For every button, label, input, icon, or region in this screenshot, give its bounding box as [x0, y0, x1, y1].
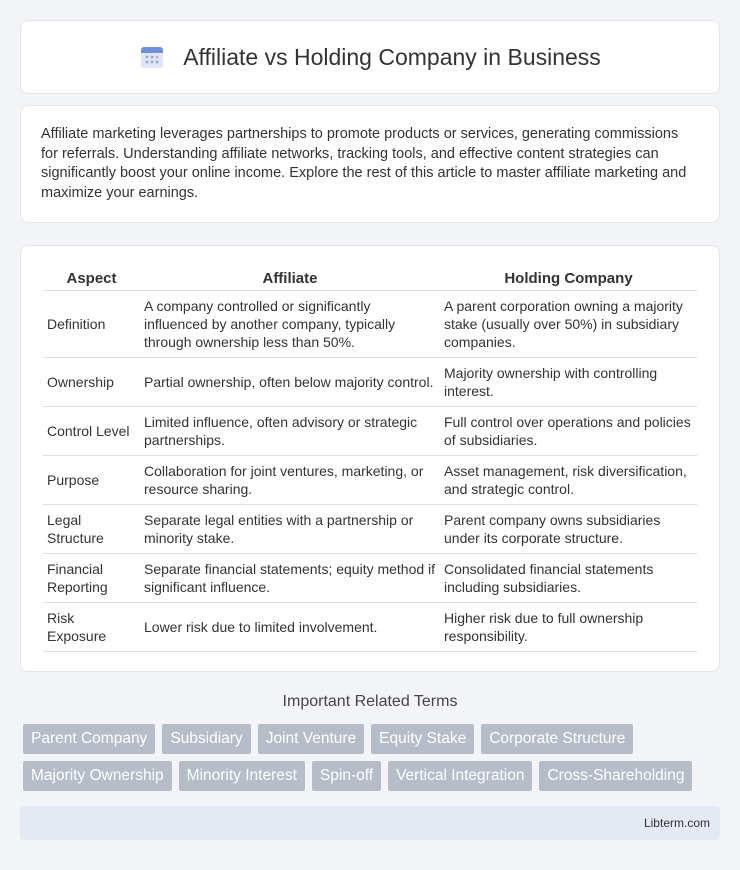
- cell-holding: Parent company owns subsidiaries under its corporate structure.: [440, 505, 697, 554]
- tag-minority-interest[interactable]: Minority Interest: [179, 761, 305, 791]
- cell-holding: Consolidated financial statements including subsidiaries.: [440, 554, 697, 603]
- table-row: [43, 407, 697, 456]
- table-row: [43, 554, 697, 603]
- cell-holding: Full control over operations and policies of subsidiaries.: [440, 407, 697, 456]
- cell-aspect: Legal Structure: [43, 505, 140, 554]
- cell-affiliate: Collaboration for joint ventures, marketing, or resource sharing.: [140, 456, 440, 505]
- tag-majority-ownership[interactable]: Majority Ownership: [23, 761, 172, 791]
- table-header-row: [43, 266, 697, 291]
- cell-affiliate: Partial ownership, often below majority control.: [140, 358, 440, 407]
- tag-corporate-structure[interactable]: Corporate Structure: [481, 724, 633, 754]
- tag-row: [20, 761, 720, 791]
- cell-holding: Asset management, risk diversification, and strategic control.: [440, 456, 697, 505]
- cell-affiliate: Lower risk due to limited involvement.: [140, 603, 440, 652]
- comparison-table: [43, 266, 697, 652]
- cell-affiliate: A company controlled or significantly influenced by another company, typically through ownership less than 50%.: [140, 291, 440, 358]
- cell-affiliate: Separate legal entities with a partnership or minority stake.: [140, 505, 440, 554]
- cell-affiliate: Separate financial statements; equity method if significant influence.: [140, 554, 440, 603]
- footer: [20, 806, 720, 840]
- cell-affiliate: Limited influence, often advisory or strategic partnerships.: [140, 407, 440, 456]
- tag-equity-stake[interactable]: Equity Stake: [371, 724, 474, 754]
- table-row: [43, 603, 697, 652]
- tag-spin-off[interactable]: Spin-off: [312, 761, 381, 791]
- tag-joint-venture[interactable]: Joint Venture: [258, 724, 364, 754]
- tag-vertical-integration[interactable]: Vertical Integration: [388, 761, 532, 791]
- table-row: [43, 358, 697, 407]
- related-terms-title: Important Related Terms: [282, 693, 458, 710]
- comparison-card: [20, 245, 720, 672]
- header-holding: Holding Company: [440, 266, 697, 291]
- cell-aspect: Risk Exposure: [43, 603, 140, 652]
- cell-aspect: Control Level: [43, 407, 140, 456]
- footer-site-link[interactable]: Libterm.com: [643, 816, 710, 830]
- tag-subsidiary[interactable]: Subsidiary: [162, 724, 250, 754]
- tag-row: [20, 724, 720, 754]
- table-row: [43, 505, 697, 554]
- header-affiliate: Affiliate: [140, 266, 440, 291]
- cell-aspect: Purpose: [43, 456, 140, 505]
- tag-parent-company[interactable]: Parent Company: [23, 724, 155, 754]
- table-row: [43, 291, 697, 358]
- cell-holding: Majority ownership with controlling interest.: [440, 358, 697, 407]
- cell-aspect: Definition: [43, 291, 140, 358]
- page-title: Affiliate vs Holding Company in Business: [183, 43, 601, 70]
- calendar-icon: [139, 44, 165, 70]
- header-aspect: Aspect: [43, 266, 140, 291]
- intro-card: [20, 105, 720, 223]
- tag-cross-shareholding[interactable]: Cross-Shareholding: [539, 761, 692, 791]
- cell-holding: Higher risk due to full ownership responsibility.: [440, 603, 697, 652]
- header-card: [20, 20, 720, 94]
- table-row: [43, 456, 697, 505]
- intro-text: Affiliate marketing leverages partnerships to promote products or services, generating commissions for referrals. Understanding affiliate networks, tracking tools, and effective content strategies can significantly boost your online income. Explore the rest of this article to master affiliate marketing and maximize your earnings.: [41, 126, 687, 201]
- cell-aspect: Financial Reporting: [43, 554, 140, 603]
- cell-holding: A parent corporation owning a majority stake (usually over 50%) in subsidiary companies.: [440, 291, 697, 358]
- related-terms: [20, 724, 720, 798]
- cell-aspect: Ownership: [43, 358, 140, 407]
